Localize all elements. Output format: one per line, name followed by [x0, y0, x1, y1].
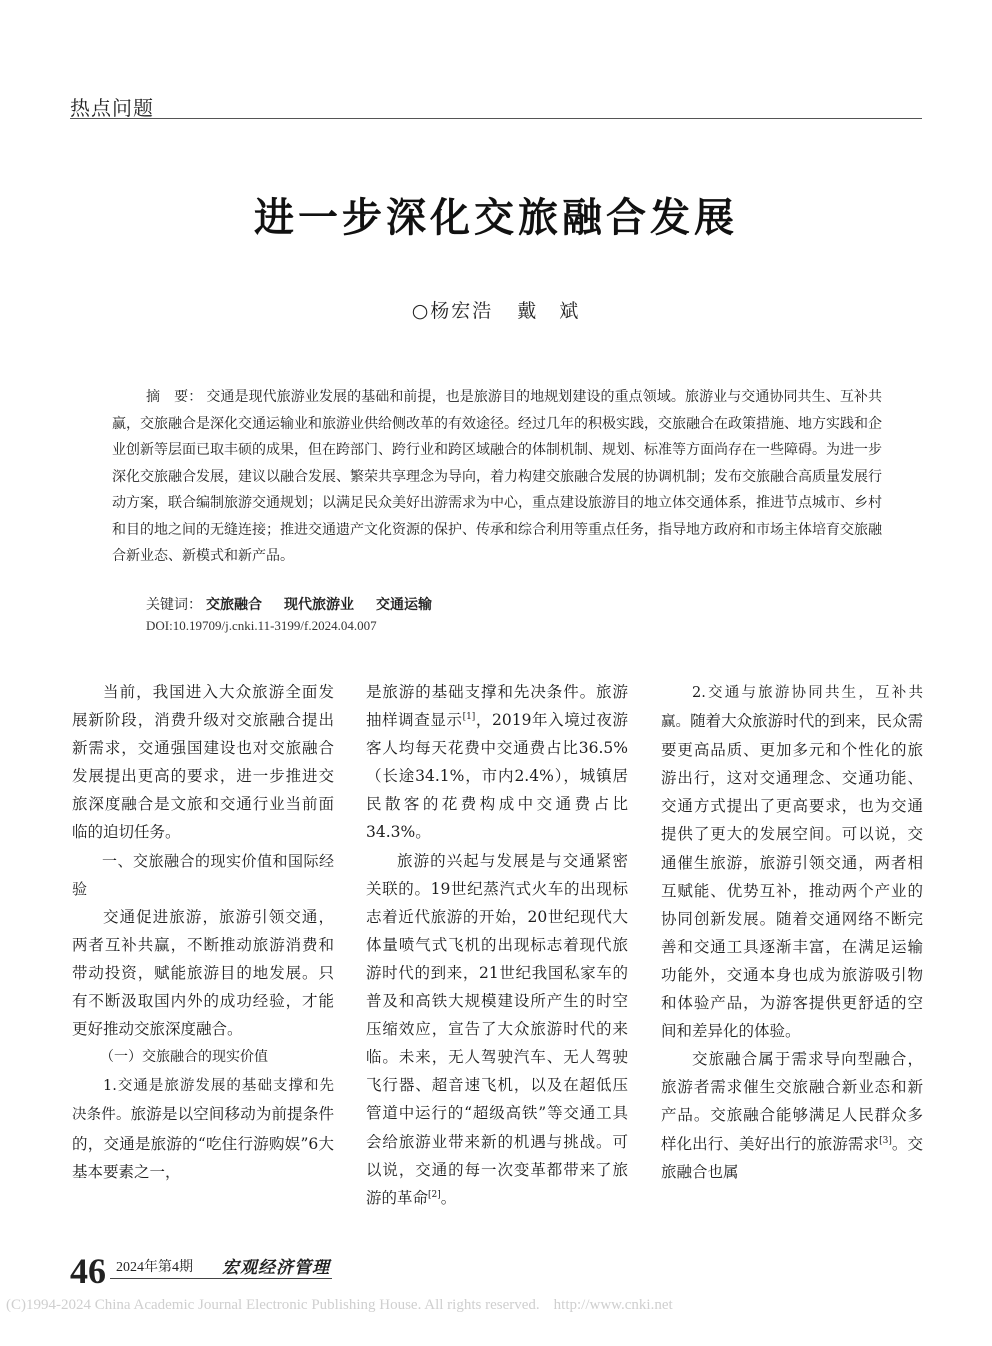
- keyword: 交旅融合: [206, 597, 262, 613]
- author-mark-icon: ○: [411, 300, 431, 322]
- subsection-heading: [72, 1043, 334, 1071]
- citation: [2]: [428, 1189, 441, 1200]
- body-column-1: [72, 678, 334, 1186]
- page-number: 46: [70, 1251, 106, 1291]
- copyright-watermark: [6, 1297, 673, 1314]
- subsection-number: （一）: [100, 1049, 142, 1066]
- paragraph-text: 是旅游的基础支撑和先决条件。旅游抽样调查显示: [366, 683, 628, 730]
- subsection-title: 交旅融合的现实价值: [142, 1049, 268, 1066]
- body-column-3: [661, 678, 923, 1186]
- author-line: [0, 296, 992, 323]
- citation: [3]: [879, 1135, 892, 1146]
- paragraph: [72, 1071, 334, 1185]
- keywords-label: 关键词：: [146, 597, 202, 613]
- abstract-text: 交通是现代旅游业发展的基础和前提，也是旅游目的地规划建设的重点领域。旅游业与交通协同共生、互补共赢，交旅融合是深化交通运输业和旅游业供给侧改革的有效途径。经过几年的积极实践，交旅融合在政策措施、地方实践和企业创新等层面已取丰硕的成果，但在跨部门、跨行业和跨区域融合的体制机制、规划、标准等方面尚存在一些障碍。为进一步深化交旅融合发展，建议以融合发展、繁荣共享理念为导向，着力构建交旅融合发展的协调机制；发布交旅融合高质量发展行动方案，联合编制旅游交通规划；以满足民众美好出游需求为中心，重点建设旅游目的地立体交通体系，推进节点城市、乡村和目的地之间的无缝连接；推进交通遗产文化资源的保护、传承和综合利用等重点任务，指导地方政府和市场主体培育交旅融合新业态、新模式和新产品。: [112, 389, 883, 564]
- body-column-2: [366, 678, 628, 1212]
- keyword: 交通运输: [376, 597, 432, 613]
- paragraph: 交通促进旅游，旅游引领交通，两者互补共赢，不断推动旅游消费和带动投资，赋能旅游目的地发展。只有不断汲取国内外的成功经验，才能更好推动交旅深度融合。: [72, 907, 334, 1039]
- author-name: 戴 斌: [517, 300, 581, 322]
- section-heading: 一、交旅融合的现实价值和国际经验: [72, 851, 334, 898]
- abstract-label: 摘 要：: [146, 389, 203, 405]
- paragraph-text: ，2019年入境过夜游客人均每天花费中交通费占比36.5%（长途34.1%，市内2.4%），城镇居民散客的花费构成中交通费占比34.3%。: [366, 711, 628, 842]
- paragraph-lead: 1.交通是旅游发展的基础支撑和先决条件。: [72, 1078, 334, 1124]
- copyright-text: (C)1994-2024 China Academic Journal Electronic Publishing House. All rights reserved.: [6, 1297, 540, 1313]
- paragraph-lead: 2.交通与旅游协同共生，互补共赢。: [661, 685, 923, 731]
- paragraph: [366, 678, 628, 847]
- paragraph-text: 旅游的兴起与发展是与交通紧密关联的。19世纪蒸汽式火车的出现标志着近代旅游的开始，20世纪现代大体量喷气式飞机的出现标志着现代旅游时代的到来，21世纪我国私家车的普及和高铁大规模建设所产生的时空压缩效应，宣告了大众旅游时代的来临。未来，无人驾驶汽车、无人驾驶飞行器、超音速飞机，以及在超低压管道中运行的“超级高铁”等交通工具会给旅游业带来新的机遇与挑战。可以说，交通的每一次变革都带来了旅游的革命: [366, 851, 628, 1207]
- watermark-url: http://www.cnki.net: [553, 1297, 673, 1313]
- paragraph-text: 随着大众旅游时代的到来，民众需要更高品质、更加多元和个性化的旅游出行，这对交通理念、交通功能、交通方式提出了更高要求，也为交通提供了更大的发展空间。可以说，交通催生旅游，旅游引领交通，两者相互赋能、优势互补，推动两个产业的协同创新发展。随着交通网络不断完善和交通工具逐渐丰富，在满足运输功能外，交通本身也成为旅游吸引物和体验产品，为游客提供更舒适的空间和差异化的体验。: [661, 712, 923, 1041]
- author-name: 杨宏浩: [430, 300, 494, 322]
- doi: DOI:10.19709/j.cnki.11-3199/f.2024.04.007: [146, 618, 377, 633]
- paragraph-text: 交旅融合属于需求导向型融合，旅游者需求催生交旅融合新业态和新产品。交旅融合能够满足人民群众多样化出行、美好出行的旅游需求: [661, 1050, 923, 1153]
- journal-name: 宏观经济管理: [222, 1258, 330, 1278]
- citation: [1]: [462, 712, 476, 723]
- paragraph: [661, 678, 923, 1045]
- paragraph: [661, 1045, 923, 1185]
- keyword: 现代旅游业: [284, 597, 354, 613]
- footer-rule: [110, 1278, 332, 1279]
- issue-label: 2024年第4期: [116, 1260, 193, 1275]
- section-label: 热点问题: [70, 96, 154, 120]
- header-rule: [70, 118, 922, 119]
- paragraph: 当前，我国进入大众旅游全面发展新阶段，消费升级对交旅融合提出新需求，交通强国建设也对交旅融合发展提出更高的要求，进一步推进交旅深度融合是文旅和交通行业当前面临的迫切任务。: [72, 683, 334, 842]
- article-title: 进一步深化交旅融合发展: [254, 194, 738, 241]
- paragraph-text: 旅游是以空间移动为前提条件的，交通是旅游的“吃住行游购娱”6大基本要素之一，: [72, 1105, 334, 1181]
- paragraph: [366, 847, 628, 1212]
- abstract: [112, 384, 882, 570]
- paragraph-text: 。: [440, 1188, 457, 1207]
- keywords: [146, 594, 450, 614]
- paragraph-text: 。交旅融合也属: [661, 1134, 923, 1181]
